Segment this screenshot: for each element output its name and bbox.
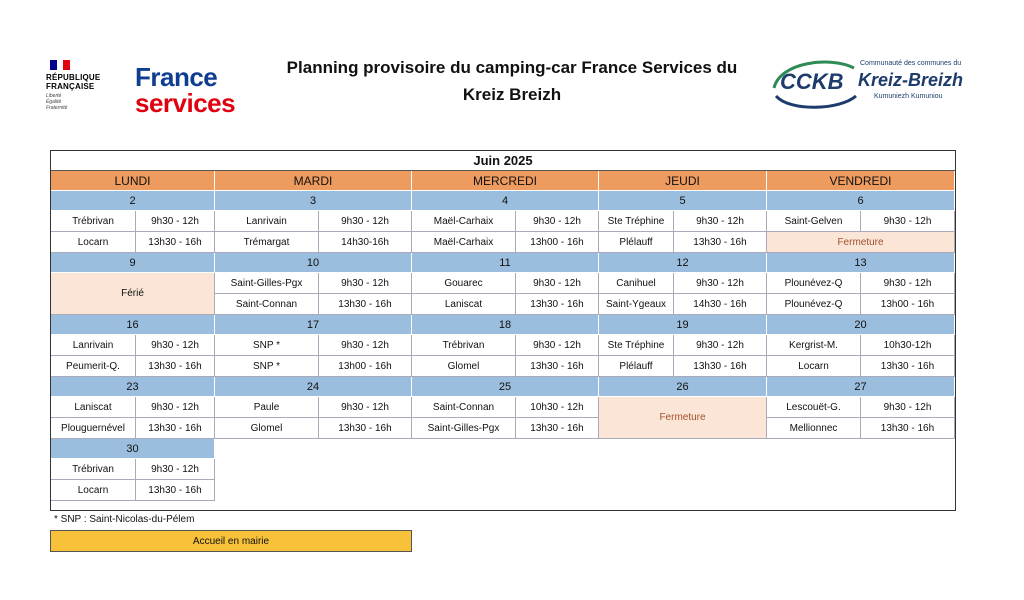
time-cell: 14h30 - 16h bbox=[674, 294, 767, 315]
motto-egalite: Égalité bbox=[46, 99, 62, 105]
location-cell: Locarn bbox=[51, 232, 136, 253]
location-cell: Lanrivain bbox=[215, 211, 319, 232]
date-header: 23 bbox=[51, 377, 215, 397]
location-cell: Saint-Gilles-Pgx bbox=[412, 418, 516, 439]
time-cell: 9h30 - 12h bbox=[319, 397, 412, 418]
time-cell: 13h00 - 16h bbox=[861, 294, 955, 315]
location-cell: Gouarec bbox=[412, 273, 516, 294]
date-header: 26 bbox=[599, 377, 767, 397]
page-title bbox=[262, 54, 762, 108]
location-cell: Glomel bbox=[215, 418, 319, 439]
time-cell: 9h30 - 12h bbox=[136, 211, 215, 232]
date-header: 30 bbox=[51, 439, 215, 459]
time-cell: 9h30 - 12h bbox=[516, 335, 599, 356]
time-cell: 9h30 - 12h bbox=[674, 211, 767, 232]
ccbk-name: Kreiz-Breizh bbox=[858, 70, 964, 90]
time-cell: 10h30-12h bbox=[861, 335, 955, 356]
time-cell: 13h00 - 16h bbox=[516, 232, 599, 253]
location-cell: Plounévez-Q bbox=[767, 294, 861, 315]
time-cell: 9h30 - 12h bbox=[861, 273, 955, 294]
time-cell: 13h30 - 16h bbox=[674, 356, 767, 377]
time-cell: 13h30 - 16h bbox=[861, 418, 955, 439]
location-cell: Plélauff bbox=[599, 356, 674, 377]
location-cell: Kergrist-M. bbox=[767, 335, 861, 356]
title-line1: Planning provisoire du camping-car France Services du bbox=[286, 58, 738, 77]
date-header: 24 bbox=[215, 377, 412, 397]
location-cell: Saint-Gilles-Pgx bbox=[215, 273, 319, 294]
location-cell: Ste Tréphine bbox=[599, 335, 674, 356]
time-cell: 13h30 - 16h bbox=[136, 480, 215, 501]
time-cell: 9h30 - 12h bbox=[674, 273, 767, 294]
time-cell: 9h30 - 12h bbox=[861, 211, 955, 232]
date-header: 3 bbox=[215, 191, 412, 211]
location-cell: Canihuel bbox=[599, 273, 674, 294]
location-cell: Glomel bbox=[412, 356, 516, 377]
time-cell: 13h30 - 16h bbox=[319, 418, 412, 439]
time-cell: 13h30 - 16h bbox=[136, 232, 215, 253]
day-header-vendredi: VENDREDI bbox=[767, 171, 955, 191]
schedule-table bbox=[50, 150, 956, 511]
date-header: 6 bbox=[767, 191, 955, 211]
time-cell: 13h30 - 16h bbox=[861, 356, 955, 377]
date-header: 10 bbox=[215, 253, 412, 273]
time-cell: 14h30-16h bbox=[319, 232, 412, 253]
footnote: * SNP : Saint-Nicolas-du-Pélem bbox=[54, 514, 195, 525]
day-header-lundi: LUNDI bbox=[51, 171, 215, 191]
ccbk-subtitle: Kumuniezh Kumuniou bbox=[874, 93, 943, 100]
time-cell: 13h30 - 16h bbox=[136, 418, 215, 439]
france-services-line1: France bbox=[135, 62, 218, 92]
location-cell: Saint-Connan bbox=[215, 294, 319, 315]
location-cell: Saint-Gelven bbox=[767, 211, 861, 232]
republique-francaise-logo bbox=[46, 60, 126, 120]
location-cell: Maël-Carhaix bbox=[412, 232, 516, 253]
holiday-cell: Férié bbox=[51, 273, 215, 315]
date-header: 12 bbox=[599, 253, 767, 273]
time-cell: 9h30 - 12h bbox=[319, 273, 412, 294]
month-title: Juin 2025 bbox=[51, 151, 955, 171]
location-cell: Trémargat bbox=[215, 232, 319, 253]
location-cell: Ste Tréphine bbox=[599, 211, 674, 232]
location-cell: Trébrivan bbox=[51, 459, 136, 480]
date-header: 16 bbox=[51, 315, 215, 335]
title-line2: Kreiz Breizh bbox=[462, 85, 562, 104]
date-header: 27 bbox=[767, 377, 955, 397]
republique-line1: RÉPUBLIQUE bbox=[46, 73, 101, 82]
time-cell: 10h30 - 12h bbox=[516, 397, 599, 418]
location-cell: Lanrivain bbox=[51, 335, 136, 356]
location-cell: Laniscat bbox=[51, 397, 136, 418]
time-cell: 9h30 - 12h bbox=[674, 335, 767, 356]
location-cell: SNP * bbox=[215, 356, 319, 377]
time-cell: 9h30 - 12h bbox=[861, 397, 955, 418]
time-cell: 9h30 - 12h bbox=[319, 335, 412, 356]
motto-fraternite: Fraternité bbox=[46, 105, 68, 111]
time-cell: 13h30 - 16h bbox=[516, 418, 599, 439]
time-cell: 13h30 - 16h bbox=[136, 356, 215, 377]
location-cell: Lescouët-G. bbox=[767, 397, 861, 418]
location-cell: Maël-Carhaix bbox=[412, 211, 516, 232]
location-cell: Mellionnec bbox=[767, 418, 861, 439]
time-cell: 13h00 - 16h bbox=[319, 356, 412, 377]
time-cell: 13h30 - 16h bbox=[516, 356, 599, 377]
date-header: 4 bbox=[412, 191, 599, 211]
location-cell: Plélauff bbox=[599, 232, 674, 253]
closure-cell: Fermeture bbox=[767, 232, 955, 253]
motto-liberte: Liberté bbox=[46, 93, 62, 99]
date-header: 5 bbox=[599, 191, 767, 211]
french-flag-icon bbox=[50, 60, 70, 70]
time-cell: 13h30 - 16h bbox=[674, 232, 767, 253]
date-header: 13 bbox=[767, 253, 955, 273]
time-cell: 9h30 - 12h bbox=[516, 211, 599, 232]
ccbk-acronym: CCKB bbox=[780, 69, 844, 94]
location-cell: Saint-Ygeaux bbox=[599, 294, 674, 315]
day-header-jeudi: JEUDI bbox=[599, 171, 767, 191]
date-header: 2 bbox=[51, 191, 215, 211]
location-cell: Paule bbox=[215, 397, 319, 418]
location-cell: SNP * bbox=[215, 335, 319, 356]
location-cell: Locarn bbox=[767, 356, 861, 377]
closure-cell: Fermeture bbox=[599, 397, 767, 439]
location-cell: Trébrivan bbox=[51, 211, 136, 232]
location-cell: Trébrivan bbox=[412, 335, 516, 356]
date-header: 20 bbox=[767, 315, 955, 335]
time-cell: 9h30 - 12h bbox=[319, 211, 412, 232]
time-cell: 9h30 - 12h bbox=[136, 335, 215, 356]
location-cell: Locarn bbox=[51, 480, 136, 501]
date-header: 9 bbox=[51, 253, 215, 273]
location-cell: Saint-Connan bbox=[412, 397, 516, 418]
time-cell: 9h30 - 12h bbox=[136, 459, 215, 480]
time-cell: 13h30 - 16h bbox=[516, 294, 599, 315]
location-cell: Plouguernével bbox=[51, 418, 136, 439]
republique-line2: FRANÇAISE bbox=[46, 82, 95, 91]
ccbk-logo bbox=[770, 56, 970, 116]
time-cell: 9h30 - 12h bbox=[516, 273, 599, 294]
time-cell: 13h30 - 16h bbox=[319, 294, 412, 315]
france-services-line2: services bbox=[135, 88, 236, 118]
date-header: 17 bbox=[215, 315, 412, 335]
day-header-mercredi: MERCREDI bbox=[412, 171, 599, 191]
location-cell: Plounévez-Q bbox=[767, 273, 861, 294]
location-cell: Laniscat bbox=[412, 294, 516, 315]
date-header: 18 bbox=[412, 315, 599, 335]
legend-accueil-mairie: Accueil en mairie bbox=[50, 530, 412, 552]
day-header-mardi: MARDI bbox=[215, 171, 412, 191]
ccbk-small-text: Communauté des communes du bbox=[860, 60, 962, 67]
time-cell: 9h30 - 12h bbox=[136, 397, 215, 418]
france-services-logo bbox=[133, 60, 253, 120]
location-cell: Peumerit-Q. bbox=[51, 356, 136, 377]
date-header: 19 bbox=[599, 315, 767, 335]
date-header: 25 bbox=[412, 377, 599, 397]
date-header: 11 bbox=[412, 253, 599, 273]
